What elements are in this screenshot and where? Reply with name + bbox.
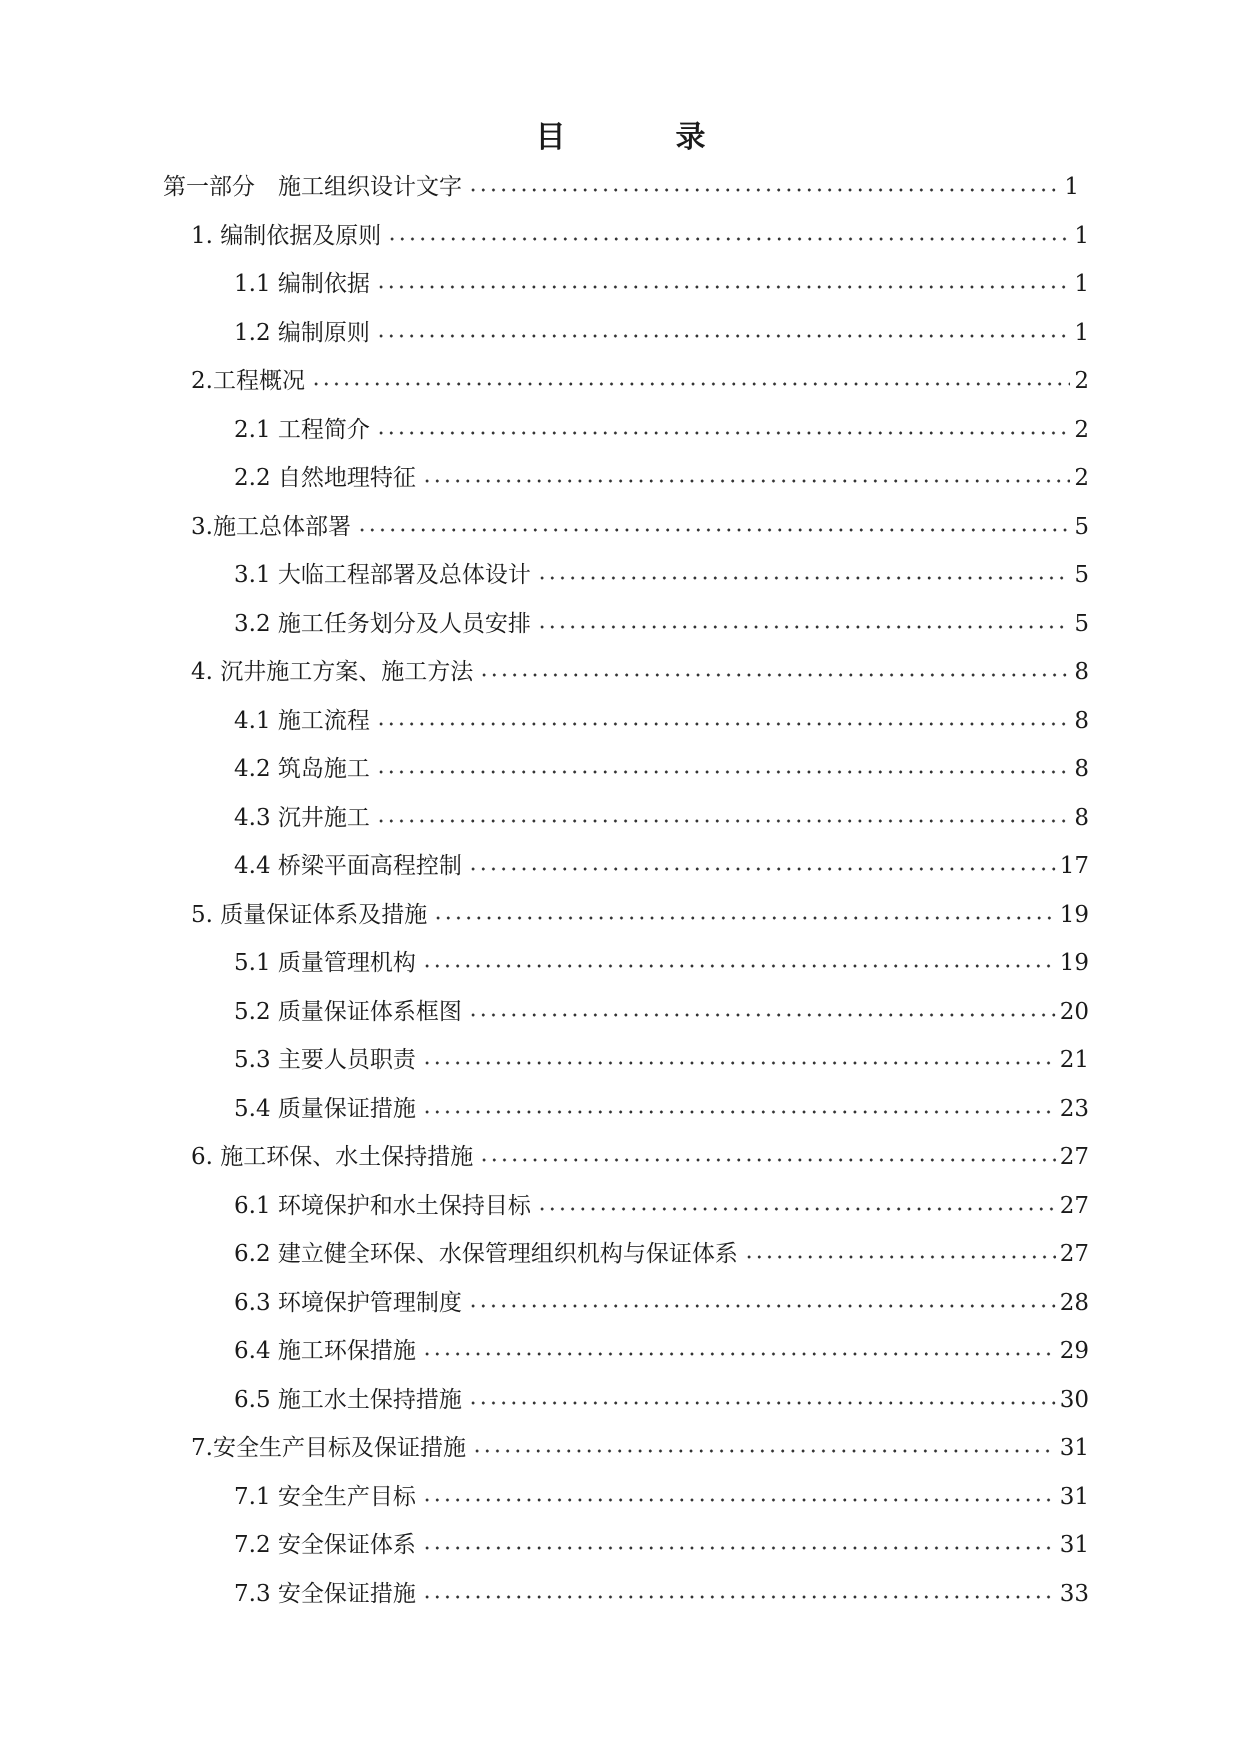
toc-entry-page-number: 8 (1074, 804, 1089, 831)
toc-entry-label: 2.1 工程简介 (234, 416, 370, 443)
toc-entry-label: 5.4 质量保证措施 (234, 1095, 416, 1122)
dot-leader (422, 1350, 1056, 1358)
dot-leader (376, 283, 1070, 291)
toc-entry-label: 7.1 安全生产目标 (234, 1483, 416, 1510)
dot-leader (376, 332, 1070, 340)
toc-entry-page-number: 2 (1074, 368, 1089, 394)
toc-entry-page-number: 1 (1074, 319, 1089, 346)
toc-entry-label: 4.1 施工流程 (234, 707, 370, 734)
toc-entry[interactable] (234, 316, 1089, 348)
dot-leader (422, 1108, 1056, 1116)
dot-leader (376, 720, 1070, 728)
toc-entry-page-number: 29 (1059, 1338, 1089, 1364)
toc-entry-page-number: 27 (1059, 1192, 1089, 1219)
toc-entry-page-number: 8 (1074, 659, 1089, 685)
toc-entry-page-number: 5 (1074, 513, 1089, 540)
toc-entry-page-number: 20 (1059, 998, 1089, 1025)
toc-entry-label: 5.2 质量保证体系框图 (234, 998, 462, 1025)
toc-entry[interactable] (234, 1383, 1089, 1415)
toc-entry[interactable] (234, 995, 1089, 1027)
dot-leader (468, 186, 1060, 194)
toc-entry[interactable] (234, 558, 1089, 590)
toc-entry-page-number: 31 (1059, 1532, 1089, 1558)
toc-entry-page-number: 5 (1074, 610, 1089, 637)
toc-entry-page-number: 27 (1059, 1241, 1089, 1267)
dot-leader (468, 1399, 1056, 1407)
toc-entry-page-number: 19 (1059, 950, 1089, 976)
dot-leader (422, 1496, 1056, 1504)
dot-leader (422, 477, 1070, 485)
toc-entry-label: 6.2 建立健全环保、水保管理组织机构与保证体系 (234, 1241, 738, 1267)
toc-entry-label: 7.2 安全保证体系 (234, 1532, 416, 1558)
toc-entry-page-number: 1 (1074, 271, 1089, 297)
toc-entry[interactable] (191, 219, 1089, 251)
dot-leader (537, 623, 1070, 631)
toc-entry-label: 6.5 施工水土保持措施 (234, 1386, 462, 1413)
toc-entry[interactable] (234, 946, 1089, 978)
toc-entry-page-number: 31 (1059, 1435, 1089, 1461)
toc-entry-label: 7.安全生产目标及保证措施 (191, 1435, 466, 1461)
toc-entry[interactable] (234, 1237, 1089, 1269)
toc-entry-label: 1.1 编制依据 (234, 271, 370, 297)
toc-entry-label: 3.2 施工任务划分及人员安排 (234, 610, 531, 637)
toc-entry[interactable] (234, 1092, 1089, 1124)
dot-leader (311, 380, 1070, 388)
toc-entry[interactable] (191, 364, 1089, 396)
toc-entry-page-number: 1 (1074, 222, 1089, 249)
dot-leader (422, 1593, 1056, 1601)
dot-leader (479, 671, 1070, 679)
toc-entry-label: 3.1 大临工程部署及总体设计 (234, 562, 531, 588)
toc-entry[interactable] (234, 1286, 1089, 1318)
toc-entry-label: 4. 沉井施工方案、施工方法 (191, 659, 474, 685)
dot-leader (537, 574, 1070, 582)
dot-leader (479, 1156, 1055, 1164)
dot-leader (376, 429, 1070, 437)
toc-entry[interactable] (234, 1334, 1089, 1366)
toc-entry-page-number: 28 (1059, 1289, 1089, 1316)
dot-leader (376, 768, 1070, 776)
toc-entry-label: 2.工程概况 (191, 368, 305, 394)
toc-entry-label: 6.3 环境保护管理制度 (234, 1289, 462, 1316)
toc-entry[interactable] (234, 1189, 1089, 1221)
toc-entry[interactable] (234, 461, 1089, 493)
toc-entry[interactable] (191, 655, 1089, 687)
toc-entry-label: 4.3 沉井施工 (234, 804, 370, 831)
toc-title: 目 录 (535, 120, 746, 155)
toc-entry-label: 1.2 编制原则 (234, 319, 370, 346)
toc-entry-page-number: 21 (1059, 1047, 1089, 1073)
toc-entry[interactable] (234, 752, 1089, 784)
dot-leader (357, 526, 1070, 534)
toc-entry-page-number: 8 (1074, 707, 1089, 734)
toc-entry[interactable] (234, 1528, 1089, 1560)
toc-entry[interactable] (234, 849, 1089, 881)
dot-leader (472, 1447, 1056, 1455)
toc-entry[interactable] (191, 898, 1089, 930)
toc-entry[interactable] (191, 1431, 1089, 1463)
toc-entry[interactable] (234, 704, 1089, 736)
toc-entry-page-number: 33 (1059, 1580, 1089, 1607)
toc-entry-page-number: 17 (1059, 853, 1089, 879)
toc-entry-label: 2.2 自然地理特征 (234, 465, 416, 491)
toc-entry-page-number: 31 (1059, 1483, 1089, 1510)
toc-entry-label: 1. 编制依据及原则 (191, 222, 382, 249)
toc-entry-page-number: 2 (1074, 416, 1089, 443)
dot-leader (537, 1205, 1056, 1213)
toc-entry-label: 6. 施工环保、水土保持措施 (191, 1144, 474, 1170)
toc-entry[interactable] (163, 170, 1079, 202)
dot-leader (468, 1011, 1056, 1019)
toc-entry-page-number: 8 (1074, 756, 1089, 782)
dot-leader (744, 1253, 1056, 1261)
toc-entry[interactable] (234, 413, 1089, 445)
toc-entry-label: 第一部分 施工组织设计文字 (163, 174, 462, 200)
toc-entry-label: 6.1 环境保护和水土保持目标 (234, 1192, 531, 1219)
toc-entry-page-number: 19 (1059, 901, 1089, 928)
toc-entry-label: 3.施工总体部署 (191, 513, 351, 540)
toc-entry[interactable] (234, 267, 1089, 299)
toc-entry[interactable] (191, 1140, 1089, 1172)
toc-entry[interactable] (191, 510, 1089, 542)
toc-entry-page-number: 5 (1074, 562, 1089, 588)
toc-entry[interactable] (234, 607, 1089, 639)
dot-leader (422, 1544, 1056, 1552)
toc-entry[interactable] (234, 801, 1089, 833)
toc-entry[interactable] (234, 1480, 1089, 1512)
dot-leader (468, 865, 1056, 873)
toc-entry-page-number: 23 (1059, 1095, 1089, 1122)
toc-entry-page-number: 27 (1059, 1144, 1089, 1170)
toc-entry-label: 7.3 安全保证措施 (234, 1580, 416, 1607)
toc-entry-label: 4.2 筑岛施工 (234, 756, 370, 782)
toc-entry[interactable] (234, 1043, 1089, 1075)
toc-entry-page-number: 1 (1064, 174, 1079, 200)
dot-leader (433, 914, 1055, 922)
toc-entry-label: 5.3 主要人员职责 (234, 1047, 416, 1073)
toc-entry[interactable] (234, 1577, 1089, 1609)
toc-entry-page-number: 30 (1059, 1386, 1089, 1413)
toc-entry-label: 4.4 桥梁平面高程控制 (234, 853, 462, 879)
toc-entry-label: 5.1 质量管理机构 (234, 950, 416, 976)
toc-entry-label: 6.4 施工环保措施 (234, 1338, 416, 1364)
dot-leader (422, 1059, 1056, 1067)
dot-leader (422, 962, 1056, 970)
dot-leader (376, 817, 1070, 825)
dot-leader (468, 1302, 1056, 1310)
dot-leader (387, 235, 1070, 243)
toc-entry-label: 5. 质量保证体系及措施 (191, 901, 428, 928)
toc-entry-page-number: 2 (1074, 465, 1089, 491)
